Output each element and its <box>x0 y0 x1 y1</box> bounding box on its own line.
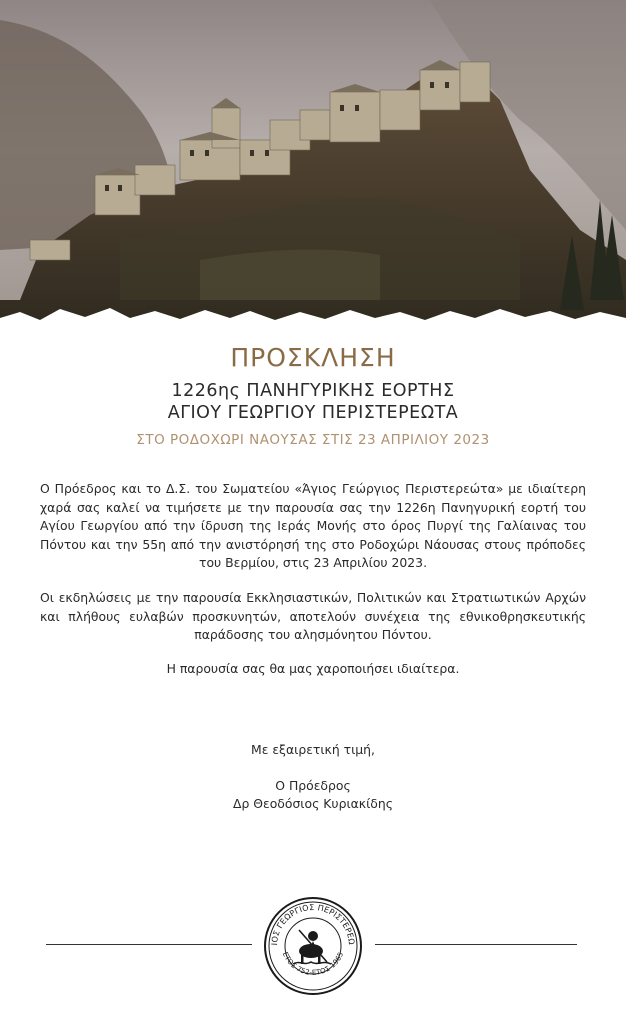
body-paragraph-3: Η παρουσία σας θα μας χαροποιήσει ιδιαίτερα. <box>166 661 460 676</box>
event-title-line2: ΑΓΙΟΥ ΓΕΩΡΓΙΟΥ ΠΕΡΙΣΤΕΡΕΩΤΑ <box>167 403 459 423</box>
body-paragraph-1: Ο Πρόεδρος και το Δ.Σ. του Σωματείου «Άγιος Γεώργιος Περιστερεώτα» με ιδιαίτερη χαρά σας καλεί να τιμήσετε με την παρουσία σας την 1226η Πανηγυρική εορτή του Αγίου Γεωργίου από την ίδρυση της Ιεράς Μονής στο όρος Πυργί της Γαλίαινας του Πόντου και την 55η από την ανιστόρησή της στο Ροδοχώρι Νάουσας στους πρόποδες του Βερμίου, στις 23 Απριλίου 2023. <box>40 481 586 570</box>
hero-image-monastery <box>0 0 626 330</box>
divider-left <box>46 944 252 945</box>
signatory-role: Ο Πρόεδρος <box>275 778 351 793</box>
body-paragraph-2: Οι εκδηλώσεις με την παρουσία Εκκλησιαστικών, Πολιτικών και Στρατιωτικών Αρχών και πλήθους ευλαβών προσκυνητών, αποτελούν συνέχεια της εθνικοθρησκευτικής παράδοσης του αλησμόνητου Πόντου. <box>40 590 586 642</box>
event-location-date: ΣΤΟ ΡΟΔΟΧΩΡΙ ΝΑΟΥΣΑΣ ΣΤΙΣ 23 ΑΠΡΙΛΙΟΥ 2023 <box>136 432 490 448</box>
svg-text:ΕΤΟΣ 752-ΕΤΟΣ 1965: ΕΤΟΣ 752-ΕΤΟΣ 1965 <box>280 950 346 977</box>
svg-text:ΑΓΙΟΣ ΓΕΩΡΓΙΟΣ ΠΕΡΙΣΤΕΡΕΩΤΑ: ΙΟΣ ΓΕΩΡΓΙΟΣ ΠΕΡΙΣΤΕΡΕΩ <box>269 902 357 946</box>
divider-right <box>375 944 577 945</box>
closing-greeting: Με εξαιρετική τιμή, <box>251 742 375 757</box>
signatory-name: Δρ Θεοδόσιος Κυριακίδης <box>232 796 394 811</box>
association-seal <box>263 896 363 996</box>
event-title-line1: 1226ης ΠΑΝΗΓΥΡΙΚΗΣ ΕΟΡΤΗΣ <box>171 381 455 401</box>
invitation-title: ΠΡΟΣΚΛΗΣΗ <box>230 343 396 372</box>
